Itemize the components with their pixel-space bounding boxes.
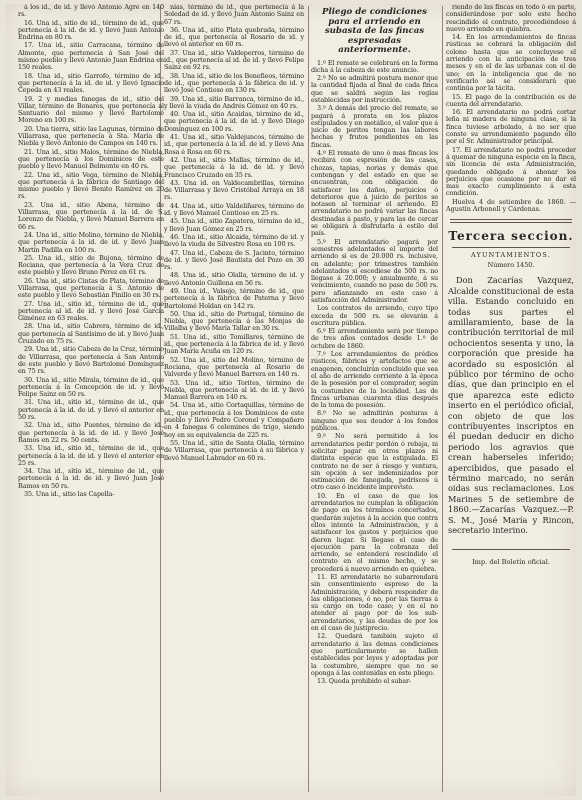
listing-paragraph: 5.º El arrendatario pagará por semestres adelantados el importe del arriendo si es de 20.000 rs. inclusive, en adelante; por trimestres también adelantados si escediese de 500 rs. no llegase á 20.000; y anualmente, á su vencimiento, cuando no pase de 500 rs. pero afianzando en este caso á satisfacción del Administrador. — [311, 237, 438, 304]
listing-paragraph: 48. Una id., sitio Olalla, término de id. y llevó Antonio Guillena en 56 rs. — [164, 271, 304, 287]
listing-paragraph: 41. Una id., sitio Valdejuncos, término de id., que pertenecía á la id. de id. y llevó Ana Rosa é Rosa en 60 rs. — [164, 133, 304, 156]
listing-paragraph: 45. Una id., sitio Zapatera, término de id., y llevó Juan Gómez en 25 rs. — [164, 217, 304, 233]
listing-paragraph: 37. Una id., sitio Valdeperros, término de id., que pertenecía al id. de id. y llevó Felipe Sainz en 92 rs. — [164, 48, 304, 72]
divider — [452, 549, 570, 550]
listing-paragraph: 47. Una id., Cabeza de S. Jacinto, término de id. y llevó José Bautista del Pozo en 30 rs. — [164, 248, 304, 272]
listing-paragraph: 33. Una id., sitio id., término de id., que pertenecía á la id. de id. y llevó el anterior en 25 rs. — [18, 444, 164, 467]
listing-paragraph: 28. Una id., sitio Cabrera, término de id., que pertenecía al Santísimo de id. y llevó Juan Cruzado en 75 rs. — [18, 322, 164, 346]
notice-number: Número 1450. — [487, 261, 535, 270]
column-3 — [311, 4, 438, 794]
printer-imprint: Imp. del Boletín oficial. — [472, 558, 550, 567]
listing-paragraph: 26. Una id., sitio Cintas de Plata, término de Villarrasa, que pertenecía á S. Antonio de este pueblo y llevó Sebastián Pinillo en 30 rs. — [18, 276, 164, 300]
listing-paragraph: 39. Una id., sitio Barranca, término de id., y llevó la viuda de Andrés Gómez en 40 rs. — [164, 94, 304, 110]
column-2 — [164, 4, 304, 794]
listing-paragraph: 25. Una id., sitio de Bujona, término de Rociana, que pertenecía á la Vera Cruz de este pueblo y llevó Bruno Pérez en 61 rs. — [18, 253, 164, 277]
listing-paragraph: 38. Una id., sitio de los Benefieos, término de id., que pertenecía á la fábrica de id. y llevó José Contioso en 130 rs. — [164, 71, 304, 95]
listing-paragraph: 16. Una id., sitio de id., término de id., que pertenecía á la id. de id. y llevó Juan Antonio Endrina en 80 rs. — [18, 18, 164, 42]
listing-paragraph: 36. Una id., sitio Plata quebrada, término de id., que pertenecía al Rosario de id. y llevó el anterior en 60 rs. — [164, 25, 304, 49]
conditions-heading: Pliego de condiciones para el arriendo en subasta de las fincas espresadas anteriormente. — [322, 7, 427, 55]
listing-paragraph: 9.º No será permitido á los arrendatarios pedir perdón ó rebaja, ni solicitar pagar en otros plazos ni distinta especie que la estipulada. El contrato no de ser á riesgo y ventura, sin opción á ser indemnizados por estimación de fanegada, pedriscos ú otro caso ó incidente imprevisto. — [311, 432, 438, 492]
subsection-title: AYUNTAMIENTOS. — [471, 251, 551, 260]
listing-paragraph: 10. En el caso de que los arrendatarios no cumplan la obligación de pago en los términos concertados, quedarán sujetos á la acción que contra ellos intente la Administración, y á satisfacer los gastos y perjuicios que dieren lugar. Si llegase el caso de ejecución para la cobranza del arriendo, se entenderá rescindido el contrato en el mismo hecho, y se procederá á nuevo arriendo en quiebra. — [311, 491, 438, 573]
listing-paragraph: 54. Una id., sitio Cortaquillas, término de id., que pertenecía á los Dominicos de este pueblo y llevó Pedro Coronel y Compañero en 4 fanegas 6 celemines de trigo, siendo hoy en su equivalencia de 225 rs. — [164, 401, 304, 439]
column-4 — [446, 4, 576, 794]
divider — [452, 247, 570, 248]
section-separator — [450, 219, 572, 223]
listing-paragraph: 23. Una id., sitio Abena, término de Villarrasa, que pertenecía á la id. de S. Lorenzo de Niebla, y llevó Manuel Barrera en 66 rs. — [18, 200, 164, 231]
notice-body: Don Zacarías Vazquez, Alcalde constitucional de esta villa. Estando concluido en todas sus partes el amillaramiento, base de la contribución territorial de mil ochocientos sesenta y uno, la corporación que preside ha acordado su esposición al público por término de ocho días, que dan principio en el que aparezca este edicto inserto en el periódico oficial, con objeto de que los contribuyentes inscriptos en él puedan deducir en dicho periodo los agravios que crean haberseles inferido; apercibidos, que pasado el término marcado, no serán oidas sus reclamaciones. Los Marines 5 de setiembre de 1860.—Zacarías Vazquez.—P. S. M., José María y Rincon, secretario interino. — [448, 275, 574, 536]
listing-paragraph: 12. Quedará también sujeto el arrendatario á las demas condiciones que particularmente se hallen establecidas por leyes y adoptadas por la costumbre, siempre que no se oponga á las contenidas en este pliego. — [311, 632, 438, 677]
listing-paragraph: 50. Una id., sitio de Portugal, término de Niebla, que pertenecía á las Monjas de Villalba y llevó María Tallar en 30 rs. — [164, 309, 304, 333]
listing-paragraph: 32. Una id., sitio Puentes, término de id., que pertenecía á la id. de id. y llevó José Ramos en 22 rs. 50 cents. — [18, 421, 164, 444]
listing-paragraph: Los contratos de arriendo, cuyo tipo exceda de 500 rs. se elevarán á escritura pública. — [311, 304, 438, 327]
listing-paragraph: 2.º No se admitirá postura menor que la cantidad fijada al final de cada finca que se saldrá según las reglas establecidas por instrucción. — [311, 74, 438, 104]
listing-paragraph: 49. Una id., Valsejo, término de id., que pertenecía á la fábrica de Paterna y llevó Bartolomé Holdan en 142 rs. — [164, 286, 304, 310]
listing-paragraph: 17. Una id., sitio Carracana, término de Almonte, que pertenecía á San José del mismo pueblo y llevó Antonio Juan Endrina en 150 reales. — [18, 41, 164, 72]
listing-paragraph: 35. Una id., sitio las Capella- — [24, 490, 115, 498]
listing-paragraph: 20. Una tierra, sitio las Lagunas, término de Villarrasa, que pertenecía á Sta. María de Niebla y llevó Antonio de Campos en 140 rs. — [18, 124, 164, 148]
signature-line: Huelva 4 de setiembre de 1860. — Agustín Arbonell y Cárdenas. — [446, 197, 576, 214]
listing-paragraph: 16. El arrendatario no podrá cortar leña ni madera de ninguna clase, si la finca tuviese arbolado, á no ser que conste su arrendamiento pagando ello por el Sr. Administrador principal. — [446, 108, 576, 146]
listing-paragraph: 51. Una id., sitio Tomillares, término de id., que pertenecía á la fábrica de id. y llevó Juan María Acuña en 120 rs. — [164, 332, 304, 356]
listing-paragraph: 29. Una id., sitio Cabeza de la Cruz, término de Villarrasa, que pertenecía á San Antonio de este pueblo y llevó Bartolomé Domínguez en 75 rs. — [18, 345, 164, 376]
listing-paragraph: á los id., de id. y llevó Antonio Agre en 140 rs. — [18, 4, 164, 19]
listing-paragraph: 55. Una id., sitio de Santa Olalla, término de Villarrasa, que pertenecía á su fábrica y llevó Manuel Labrador en 60 rs. — [164, 438, 304, 462]
listing-paragraph: 1.º El remate se celebrará en la forma dicha á la cabeza de este anuncio. — [311, 58, 438, 74]
listing-paragraph: 4.º El remate de uno ó mas fincas los recibirá con espresión de las casas, chozas, tapias, norias y demás que contengan y del estado en que se encuentran, con obligación de satisfacer los daños, perjuicios ó deterioros que á juicio de peritos se notasen al terminar el arriendo. El arrendatario no podrá variar las fincas destinadas á pasto, y para las de cercar se obligará á disfrutarla á estilo del país. — [311, 149, 438, 238]
listing-paragraph: 44. Una id., sitio Valdeliñares, término de id. y llevó Manuel Contioso en 25 rs. — [164, 201, 304, 218]
column-divider — [308, 6, 309, 792]
listing-paragraph: 13. Queda prohibido el subar- — [317, 677, 411, 686]
listing-paragraph: 14. En los arrendamientos de fincas rústicas se cobrará la obligación del colono hasta que se concluyese el arriendo con la anticipación de tres meses y en el de las urbanas con el de uno; en la inteligencia que de no verificarlo así se considerará que continúa por la tácita. — [446, 33, 576, 93]
listing-paragraph: 31. Una id., sitio id., término de id., que pertenecía á la id. de id. y llevó el anterior en 50 rs. — [18, 398, 164, 422]
listing-paragraph: 27. Una id., sitio id., término de id., que pertenecía al id. de id. y llevó José García Giménez en 63 reales. — [18, 299, 164, 323]
listing-paragraph: 42. Una id., sitio Mallas, término de id., que pertenecía á la id. de id. y llevó Francisco Cruzado en 35 rs. — [164, 155, 304, 179]
listing-paragraph: 8.º No se admitirán posturas á ninguno que sea deudor á los fondos públicos. — [311, 409, 438, 433]
listing-paragraph: 34. Una id., sitio id., término de id., que pertenecía á la id. de id. y llevó Juan José Ramos en 50 rs. — [18, 467, 164, 490]
listing-paragraph: 19. 2 y medias fanegas de id., sitio del Villar, término de Bonares, que pertenecía al Santuario del mismo y llevó Bartolomé Moreno en 100 rs. — [18, 94, 164, 125]
listing-paragraph: 7.º Los arrendamientos de prédios rústicos, fábricas y artefactos que se enagenen, concluirán concluido que sea el año de arriendo corriente á la época de la posesión por el comprador, según la costumbre de la localidad. Las de fincas urbanas cuarenta días después de la toma de posesión. — [311, 350, 438, 410]
listing-paragraph: 46. Una id., sitio Alcaida, término de id. y llevó la viuda de Silvestre Rosa en 100 rs. — [164, 232, 304, 249]
newspaper-page — [6, 4, 576, 796]
listing-paragraph: 21. Una id., sitio Malos, término de Niebla, que pertenecía á los Dominicos de este pueblo y llevó Manuel Belmonte en 40 rs. — [18, 147, 164, 171]
listing-paragraph: 24. Una id., sitio Molino, término de Niebla, que pertenecía á la id. de id. y llevó Juan Martín Padilla en 100 rs. — [18, 230, 164, 254]
listing-paragraph: 6.º El arrendamiento será por tiempo de tres años contados desde 1.º de octubre de 1860. — [311, 327, 438, 350]
listing-paragraph: 3.º A demás del precio del remate, se pagará á prorata en los plazos estipulados y en metálico, el valor que á juicio de peritos tengan las labores hechas y frutos pendientes en las fincas. — [311, 104, 438, 149]
listing-paragraph: 52. Una id., sitio del Molino, término de Rociana, que pertenecía al Rosario de Valverde y llevó Manuel Barrera en 140 rs. — [164, 355, 304, 379]
listing-paragraph: 43. Una id. en Valdecambrillas, término de Villarrasa y llevó Cristóbal Arraya en 18 rs. — [164, 178, 304, 202]
listing-paragraph: 15. El pago de la contribución es de cuenta del arrendatario. — [446, 92, 576, 108]
listing-paragraph: nías, término de id., que pertenecía á la Soledad de id. y llevó Juan Antonio Sainz en 67 rs. — [164, 4, 304, 26]
column-1 — [6, 4, 164, 794]
listing-paragraph: 53. Una id., sitio Torites, término de Niebla, que pertenecía al id. de id. y llevó Manuel Barrera en 140 rs. — [164, 378, 304, 402]
listing-paragraph: 40. Una id., sitio Acaidas, término de id., que pertenecía á la id. de id. y llevó Diego Domínguez en 100 rs. — [164, 110, 304, 133]
listing-paragraph: 11. El arrendatario no subarrendará sin consentimiento espreso de la Administración, y deberá responder de las obligaciones, ó no, por las tierras á su cargo en todo caso; y en el no atender al pago por de los sub-arrendatarios, y las deudas de por los en el caso de justiprecio. — [311, 572, 438, 633]
column-divider — [442, 6, 443, 792]
listing-paragraph: 18. Una id., sitio Garrofo, término de id., que pertenecía á la id. de id. y llevó Ignacio Cepeda en 43 reales. — [18, 71, 164, 95]
listing-paragraph: riendo de las fincas en todo ó en parte, considerándose por solo este hecho rescindido el contrato, procediéndose á nuevo arriendo en quiebra. — [446, 4, 576, 33]
listing-paragraph: 22. Una id., sitio Vega, término de Niebla, que pertenecía á la fábrica de Santiago del mismo pueblo y llevó Benito Ramírez en 20 rs. — [18, 170, 164, 201]
listing-paragraph: 30. Una id., sitio Mirala, término de id., que pertenecía á la Concepción de id. y llevó Felipe Sainz en 50 rs. — [18, 375, 164, 399]
listing-paragraph: 17. El arrendatario no podrá proceder á quemar de ninguna especie en la finca, sin licencia de esta Administración, quedando obligado á abonar los perjuicios que ocasione por no dar el mas exacto cumplimiento á esta condición. — [446, 145, 576, 198]
section-title: Tercera seccion. — [448, 229, 574, 244]
